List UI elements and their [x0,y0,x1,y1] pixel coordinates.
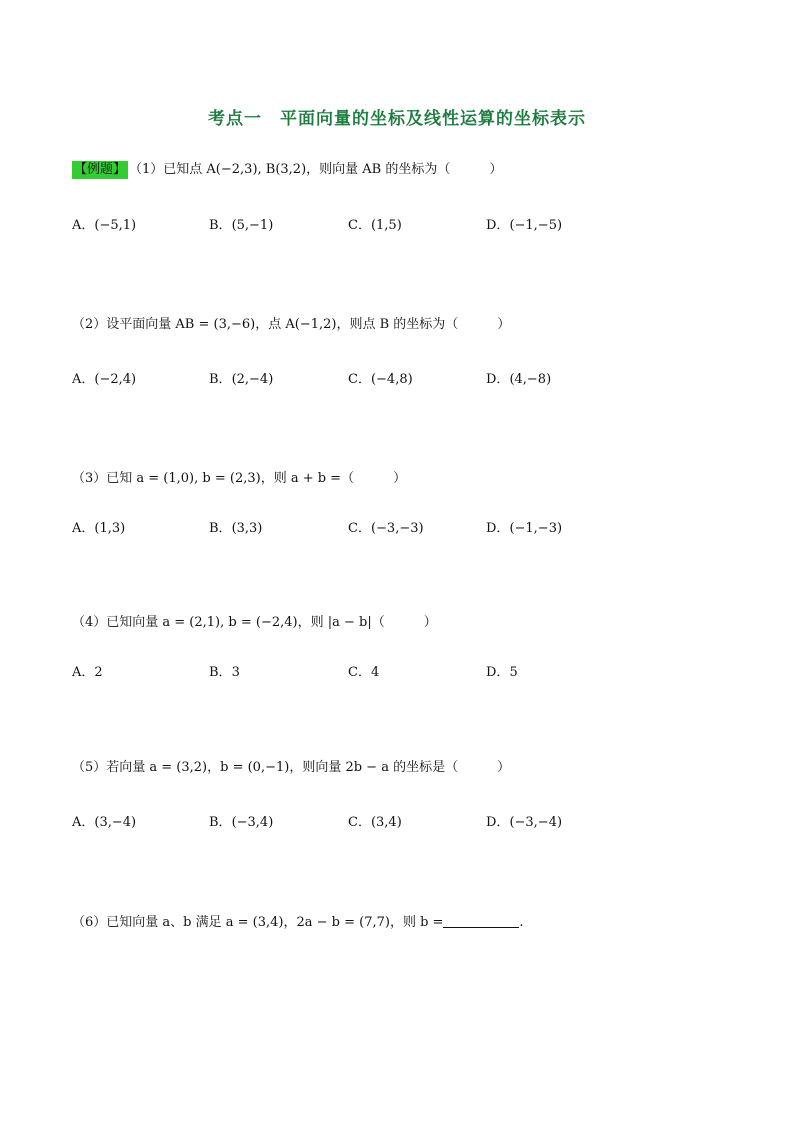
option-a[interactable]: A．2 [72,665,103,680]
option-d[interactable]: D．5 [486,665,518,680]
question-1-stem [72,160,722,180]
option-d[interactable]: D．(−1,−3) [486,521,563,536]
option-a[interactable]: A．(−5,1) [72,218,137,233]
option-d[interactable]: D．(4,−8) [486,372,552,387]
question-6-suffix: . [519,915,524,930]
option-a[interactable]: A．(−2,4) [72,372,137,387]
option-b[interactable]: B．(−3,4) [209,815,274,830]
question-6-text: （6）已知向量 a、b 满足 a = (3,4)，2a − b = (7,7)，则 b = [72,915,444,930]
question-5-text: （5）若向量 a = (3,2)，b = (0,−1)，则向量 2b − a 的坐标是（ ） [72,760,511,775]
option-d[interactable]: D．(−3,−4) [486,815,563,830]
question-4-stem [72,613,722,633]
option-b[interactable]: B．(5,−1) [209,218,274,233]
question-2-text: （2）设平面向量 AB = (3,−6)，点 A(−1,2)，则点 B 的坐标为（ ） [72,317,511,332]
option-c[interactable]: C．(−3,−3) [348,521,424,536]
question-5-stem [72,758,722,778]
question-6-stem [72,913,722,933]
option-c[interactable]: C．(3,4) [348,815,402,830]
option-b[interactable]: B．(3,3) [209,521,263,536]
question-3-options [72,519,722,539]
option-c[interactable]: C．(1,5) [348,218,402,233]
option-c[interactable]: C．4 [348,665,380,680]
option-a[interactable]: A．(3,−4) [72,815,137,830]
option-b[interactable]: B．3 [209,665,240,680]
answer-blank[interactable] [443,913,519,928]
question-2-options [72,370,722,390]
question-1-options [72,216,722,236]
question-3-text: （3）已知 a = (1,0), b = (2,3)，则 a + b =（ ） [72,471,407,486]
question-5-options [72,813,722,833]
option-d[interactable]: D．(−1,−5) [486,218,563,233]
example-tag: 【例题】 [74,162,127,177]
question-4-text: （4）已知向量 a = (2,1), b = (−2,4)，则 |a − b|（ ） [72,615,437,630]
option-c[interactable]: C．(−4,8) [348,372,413,387]
section-title: 考点一 平面向量的坐标及线性运算的坐标表示 [208,109,586,129]
option-b[interactable]: B．(2,−4) [209,372,274,387]
option-a[interactable]: A．(1,3) [72,521,126,536]
question-3-stem [72,469,722,489]
question-2-stem [72,315,722,335]
question-4-options [72,663,722,683]
question-1-text: （1）已知点 A(−2,3), B(3,2)，则向量 AB 的坐标为（ ） [129,162,503,177]
